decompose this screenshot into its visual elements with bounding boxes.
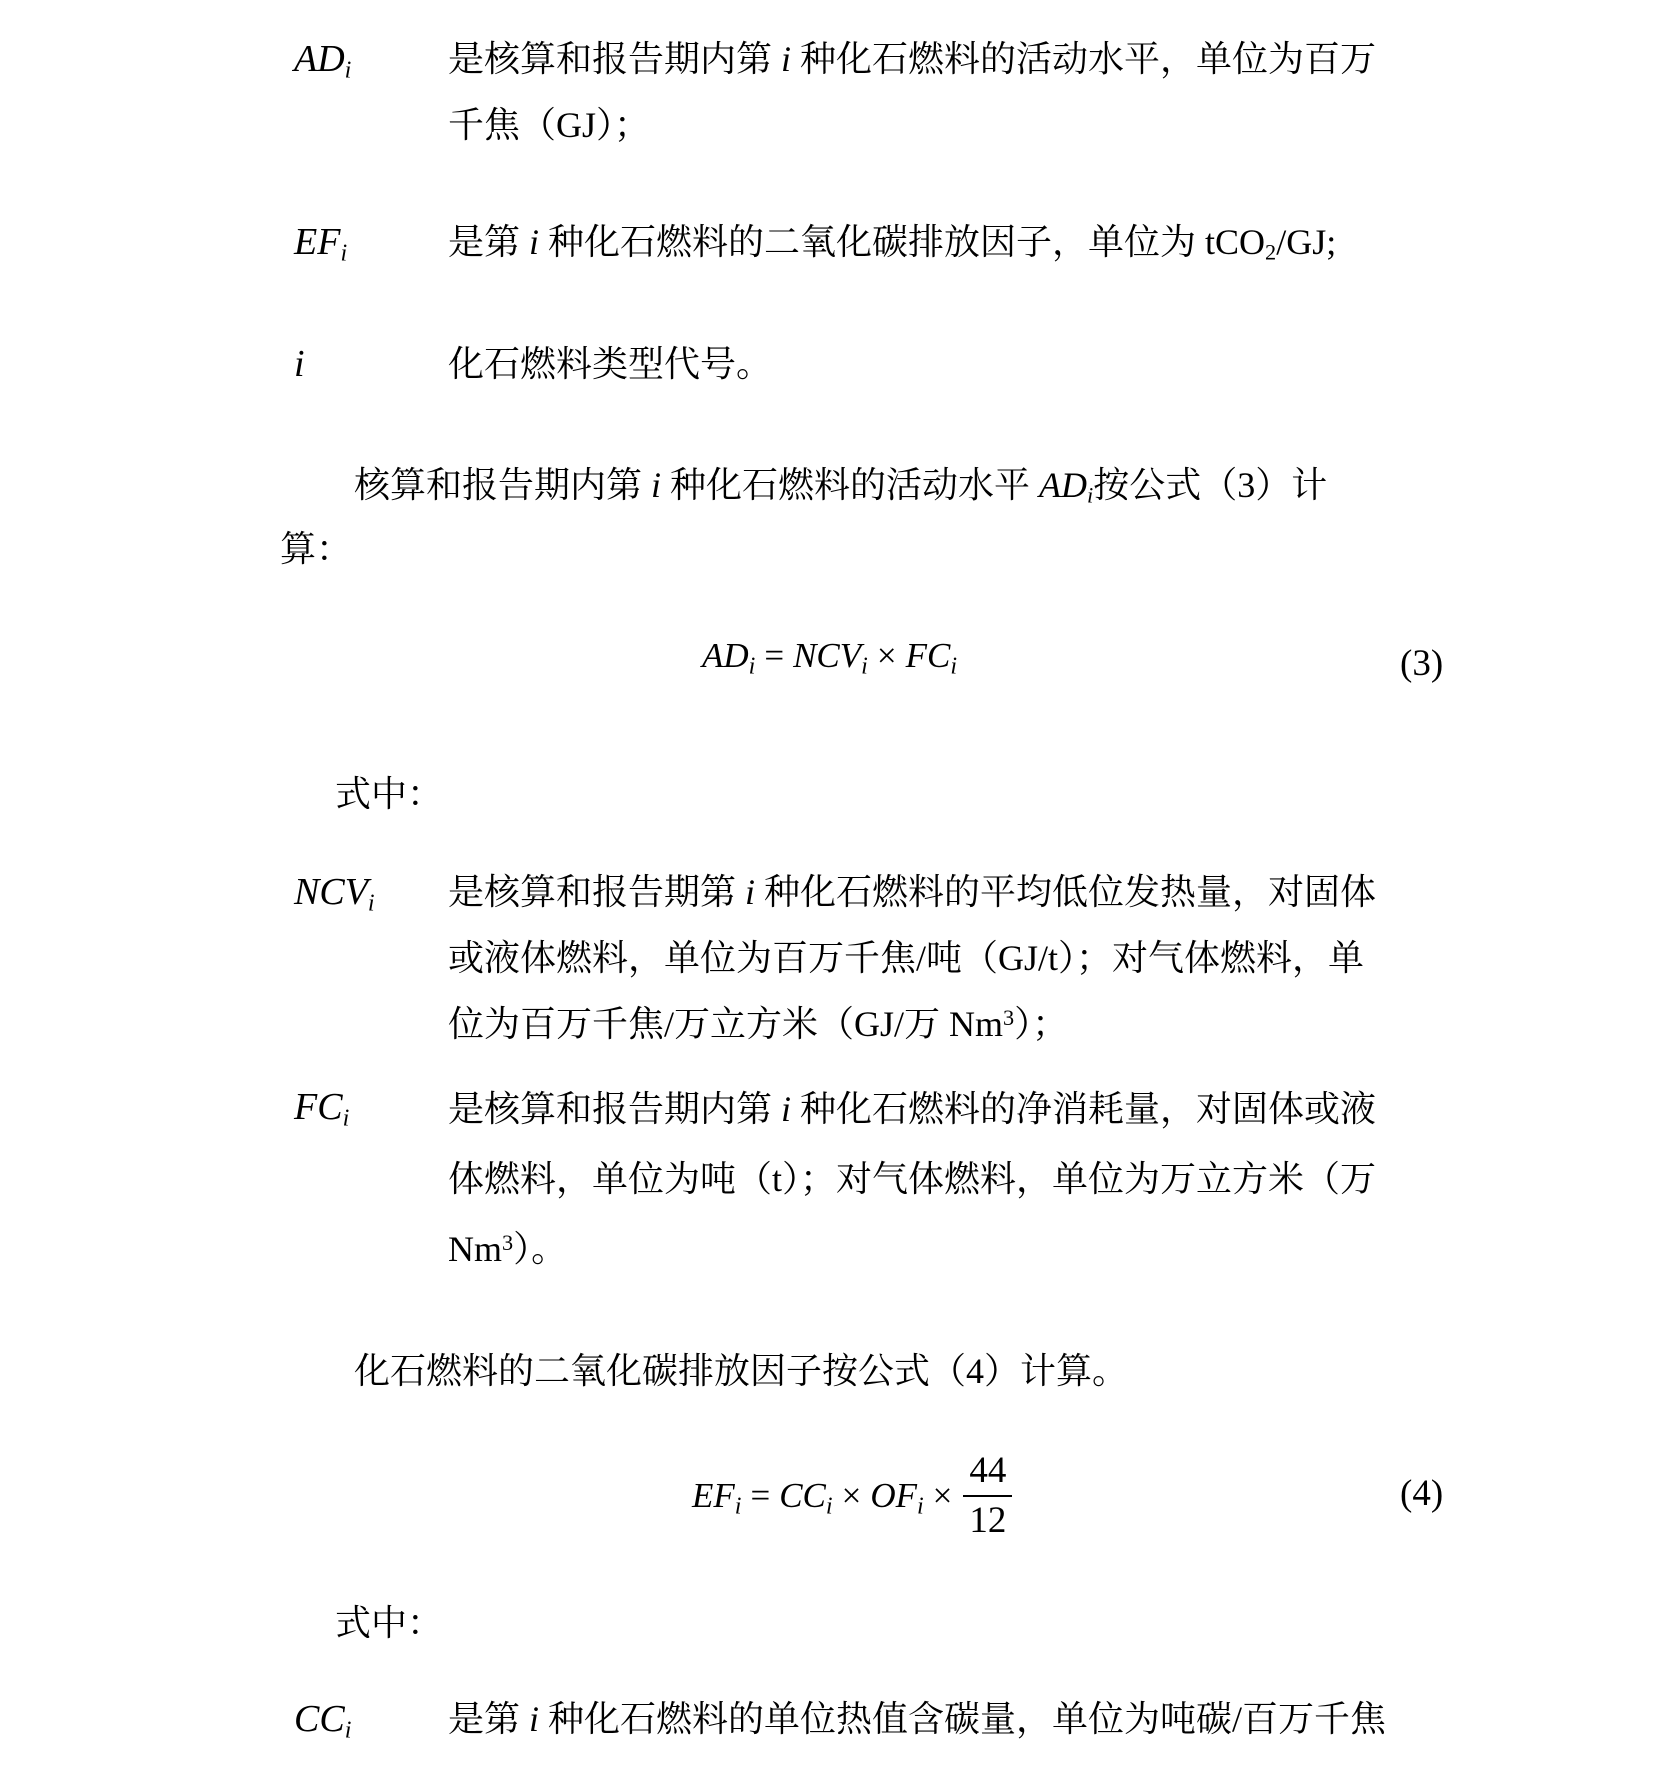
definition-text: [448, 1686, 1386, 1752]
term-NCVi: [294, 859, 375, 925]
equals-sign: =: [750, 1476, 771, 1515]
where-label-2: 式中：: [335, 1603, 444, 1643]
where-label-1: 式中：: [335, 774, 444, 814]
definition-line: 是第 i 种化石燃料的单位热值含碳量，单位为吨碳/百万千焦: [448, 1699, 1387, 1739]
term-subscript: i: [344, 57, 352, 84]
definition-line: 体燃料，单位为吨（t）；对气体燃料，单位为万立方米（万: [448, 1159, 1377, 1199]
definition-text: [448, 26, 1376, 158]
paragraph-formula3-intro: [280, 453, 1420, 581]
definition-line: 位为百万千焦/万立方米（GJ/万 Nm$^3$）；: [448, 1004, 1069, 1044]
definition-line: Nm$^3$）。: [448, 1229, 568, 1269]
term-base: CC: [294, 1698, 345, 1740]
multiply-sign: ×: [932, 1476, 953, 1515]
formula-lhs: $EF_i$: [692, 1476, 742, 1520]
formula-term: $FC_i$: [905, 636, 957, 680]
formula-term: $CC_i$: [779, 1476, 833, 1520]
multiply-sign: ×: [841, 1476, 862, 1515]
formula-lhs: $AD_i$: [702, 636, 756, 680]
equation-number-3: (3): [1400, 643, 1444, 684]
fraction-numerator: 44: [963, 1449, 1012, 1497]
definition-text: [448, 1074, 1376, 1284]
term-CCi: [294, 1686, 351, 1752]
term-base: EF: [294, 221, 341, 263]
term-FCi: [294, 1074, 349, 1140]
fraction-44-over-12: [963, 1449, 1012, 1543]
definition-line: 是核算和报告期内第 i 种化石燃料的净消耗量，对固体或液: [448, 1089, 1377, 1129]
multiply-sign: ×: [876, 636, 897, 675]
equation-number-4: (4): [1400, 1473, 1444, 1514]
equals-sign: =: [764, 636, 785, 675]
paragraph-formula4-intro: [280, 1339, 1420, 1403]
paragraph-line: 算：: [280, 529, 353, 569]
term-base: NCV: [294, 871, 368, 913]
term-ADi: [294, 26, 351, 92]
term-i: [294, 331, 305, 397]
formula-term: $OF_i$: [870, 1476, 924, 1520]
formula-3: [702, 636, 957, 680]
formula-term: $NCV_i$: [793, 636, 868, 680]
definition-line: 是第 i 种化石燃料的二氧化碳排放因子，单位为 tCO$_2$/GJ;: [448, 222, 1337, 265]
term-subscript: i: [367, 890, 375, 917]
definition-text: [448, 209, 1336, 275]
paragraph-line: 核算和报告期内第 i 种化石燃料的活动水平 $AD_i$按公式（3）计: [354, 465, 1328, 508]
term-subscript: i: [340, 240, 348, 267]
term-subscript: i: [344, 1717, 352, 1744]
term-base: AD: [294, 38, 345, 80]
formula-4: [692, 1438, 1012, 1554]
term-base: FC: [294, 1086, 343, 1128]
definition-line: 千焦（GJ）；: [448, 105, 651, 145]
term-base: i: [294, 343, 305, 385]
definition-line: 化石燃料类型代号。: [448, 344, 773, 384]
paragraph-line: 化石燃料的二氧化碳排放因子按公式（4）计算。: [354, 1351, 1129, 1391]
definition-text: [448, 859, 1376, 1057]
definition-line: 或液体燃料，单位为百万千焦/吨（GJ/t）；对气体燃料，单: [448, 938, 1365, 978]
term-subscript: i: [342, 1105, 350, 1132]
definition-line: 是核算和报告期内第 i 种化石燃料的活动水平，单位为百万: [448, 39, 1377, 79]
definition-line: 是核算和报告期第 i 种化石燃料的平均低位发热量，对固体: [448, 872, 1377, 912]
definition-text: [448, 331, 772, 397]
term-EFi: [294, 209, 347, 275]
fraction-denominator: 12: [969, 1500, 1007, 1541]
